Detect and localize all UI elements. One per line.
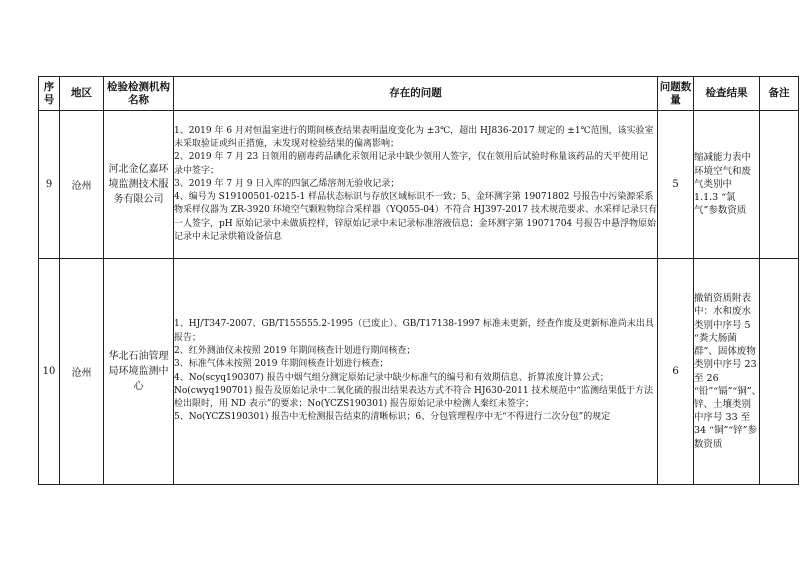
header-region: 地区 [60, 77, 104, 111]
row-remarks [760, 259, 799, 485]
row-result: 缩减能力表中环境空气和废气类别中 1.1.3 “氯气”参数资质 [694, 111, 760, 259]
row-index: 9 [39, 111, 60, 259]
row-issue-count: 5 [658, 111, 694, 259]
issue-item: 2、2019 年 7 月 23 日领用的剧毒药品碘化汞领用记录中缺少领用人签字，仅在领用后试验时称量该药品的天平使用记录中签字； [174, 152, 649, 176]
issue-item: 2、红外测油仪未按照 2019 年期间核查计划进行期间核查； [174, 345, 416, 356]
issue-item: 4、No(scyq190307) 报告中烟气组分测定原始记录中缺少标准气的编号和有效期信息、折算浓度计算公式；No(cwyq190701) 报告及原始记录中二氧化硫的报出结果表达方式不符合 HJ630-2011 技术规范中“监测结果低于方法检出限时，用 ND 表示”的要求；No(YCZS190301) 报告原始记录中检测人秦红未签字； [174, 372, 654, 410]
table-row [39, 111, 799, 259]
header-issues: 存在的问题 [174, 77, 658, 111]
row-index: 10 [39, 259, 60, 485]
table-row [39, 259, 799, 485]
issue-item: 1、2019 年 6 月对恒温室进行的期间核查结果表明温度变化为 ±3℃，超出 HJ836-2017 规定的 ±1℃范围，该实验室未采取验证或纠正措施，未发现对检验结果的偏离影响； [174, 125, 654, 149]
issue-item: 1、HJ/T347-2007、GB/T155555.2-1995（已废止）、GB/T17138-1997 标准未更新，经查作废及更新标准尚未出具报告； [174, 319, 654, 343]
issue-item: 3、标准气体未按照 2019 年期间核查计划进行核查； [174, 359, 389, 370]
row-organization: 河北金亿嘉环境监测技术服务有限公司 [104, 111, 174, 259]
row-organization: 华北石油管理局环境监测中心 [104, 259, 174, 485]
issue-item: 5、No(YCZS190301) 报告中无检测报告结束的清晰标识；6、分包管理程序中无“不得进行二次分包”的规定 [174, 412, 611, 423]
header-index: 序号 [39, 77, 60, 111]
row-region: 沧州 [60, 259, 104, 485]
header-result: 检查结果 [694, 77, 760, 111]
inspection-table [38, 76, 799, 485]
row-result: 撤销资质附表中：水和废水类别中序号 5 “粪大肠菌群”、固体废物类别中序号 23 至 26 “铅”“镉”“铜”、锌、土壤类别中序号 33 至 34 “铜”“锌”参数资质 [694, 259, 760, 485]
row-issues [174, 259, 658, 485]
row-region: 沧州 [60, 111, 104, 259]
row-issue-count: 6 [658, 259, 694, 485]
issue-item: 4、编号为 S19100501-0215-1 样品状态标识与存放区域标识不一致；5、金环测字第 19071802 号报告中污染源采系物采样仪器为 ZR-3920 环境空气颗粒物综合采样器（YQ055-04）不符合 HJ397-2017 技术规范要求、水采样记录只有一人签字，pH 原始记录中未做质控样，锌原始记录中未记录标准溶液信息；金环测字第 19071704 号报告中悬浮物原始记录中未记录烘箱设备信息 [174, 192, 657, 243]
row-issues [174, 111, 658, 259]
row-remarks [760, 111, 799, 259]
header-remarks: 备注 [760, 77, 799, 111]
header-issue-count: 问题数量 [658, 77, 694, 111]
header-row [39, 77, 799, 111]
issue-item: 3、2019 年 7 月 9 日入库的四氯乙烯溶剂无验收记录； [174, 178, 400, 189]
header-organization: 检验检测机构名称 [104, 77, 174, 111]
